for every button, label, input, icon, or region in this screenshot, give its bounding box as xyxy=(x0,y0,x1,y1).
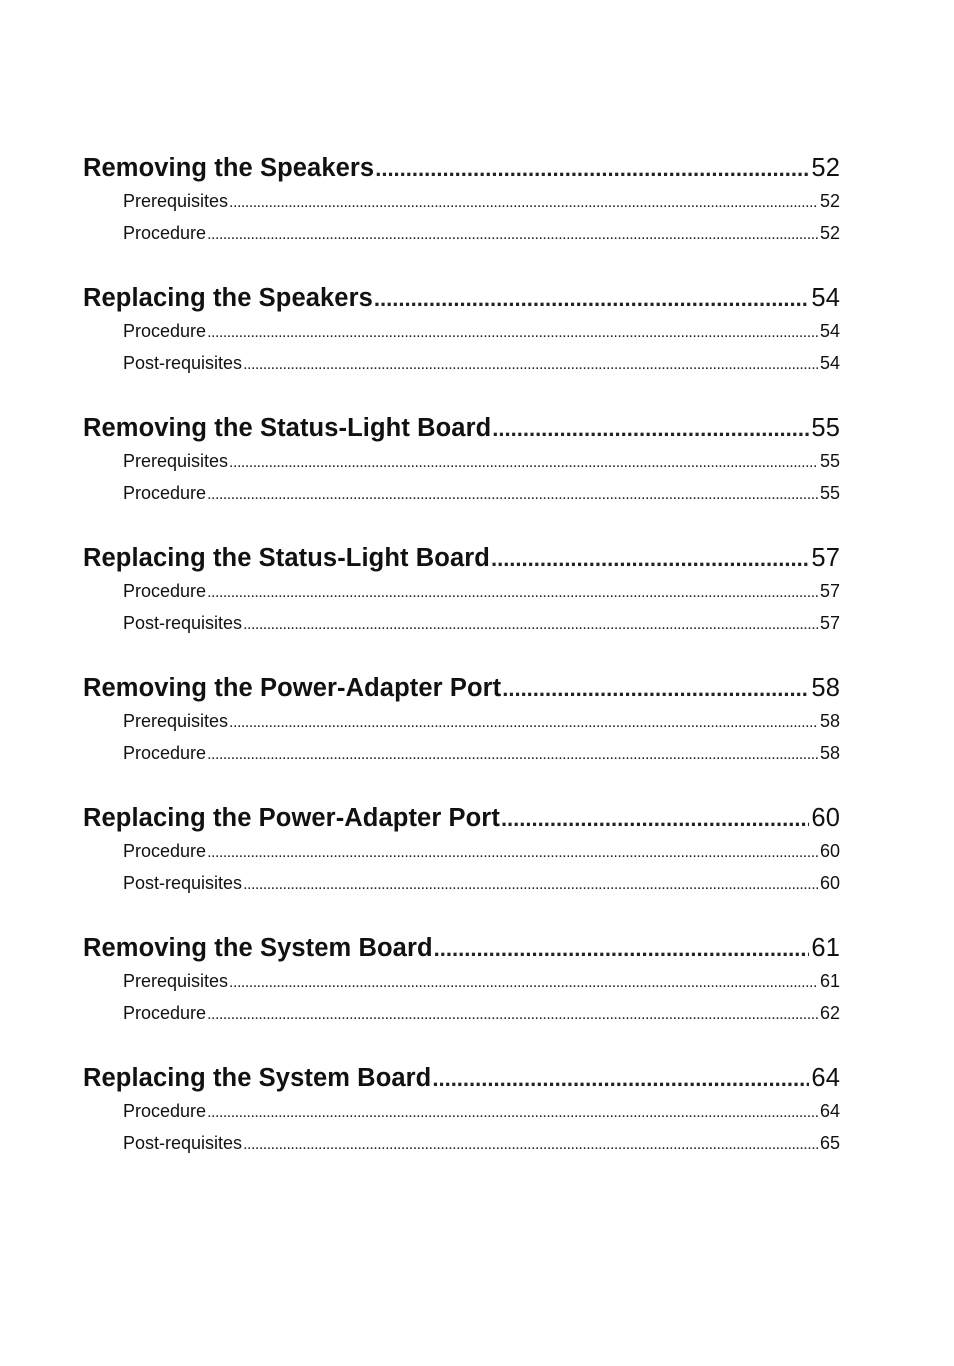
subentry-title: Post-requisites xyxy=(123,1133,243,1153)
toc-chapter-entry[interactable] xyxy=(83,154,840,191)
toc-section xyxy=(83,414,840,515)
dot-leader xyxy=(243,876,818,894)
subentry-title: Procedure xyxy=(123,581,207,601)
dot-leader xyxy=(502,676,809,702)
toc-chapter-entry[interactable] xyxy=(83,674,840,711)
dot-leader xyxy=(375,156,809,182)
toc-section xyxy=(83,934,840,1035)
subentry-title: Prerequisites xyxy=(123,711,229,731)
chapter-title: Replacing the Power-Adapter Port xyxy=(83,804,500,832)
subentry-page-number: 58 xyxy=(819,743,840,763)
chapter-page-number: 54 xyxy=(811,284,840,312)
dot-leader xyxy=(229,454,818,472)
subentry-page-number: 65 xyxy=(819,1133,840,1153)
subentry-page-number: 57 xyxy=(819,581,840,601)
toc-subentry[interactable] xyxy=(83,873,840,905)
subentry-page-number: 54 xyxy=(819,321,840,341)
dot-leader xyxy=(491,546,809,572)
subentry-title: Post-requisites xyxy=(123,613,243,633)
subentry-page-number: 62 xyxy=(819,1003,840,1023)
toc-subentry[interactable] xyxy=(83,321,840,353)
subentry-page-number: 61 xyxy=(819,971,840,991)
toc-subentry[interactable] xyxy=(83,223,840,255)
toc-chapter-entry[interactable] xyxy=(83,284,840,321)
subentry-title: Procedure xyxy=(123,841,207,861)
toc-chapter-entry[interactable] xyxy=(83,804,840,841)
subentry-title: Procedure xyxy=(123,743,207,763)
dot-leader xyxy=(207,1006,818,1024)
toc-subentry[interactable] xyxy=(83,1133,840,1165)
subentry-page-number: 55 xyxy=(819,483,840,503)
toc-subentry[interactable] xyxy=(83,613,840,645)
chapter-page-number: 57 xyxy=(811,544,840,572)
subentry-title: Procedure xyxy=(123,1101,207,1121)
dot-leader xyxy=(432,1066,809,1092)
dot-leader xyxy=(207,1104,818,1122)
toc-section xyxy=(83,674,840,775)
chapter-title: Replacing the Status-Light Board xyxy=(83,544,490,572)
table-of-contents xyxy=(83,154,840,1194)
toc-subentry[interactable] xyxy=(83,711,840,743)
toc-section xyxy=(83,544,840,645)
chapter-title: Replacing the Speakers xyxy=(83,284,373,312)
subentry-page-number: 55 xyxy=(819,451,840,471)
toc-subentry[interactable] xyxy=(83,451,840,483)
chapter-page-number: 55 xyxy=(811,414,840,442)
dot-leader xyxy=(207,584,818,602)
subentry-page-number: 52 xyxy=(819,223,840,243)
dot-leader xyxy=(434,936,810,962)
chapter-page-number: 61 xyxy=(811,934,840,962)
toc-section xyxy=(83,154,840,255)
toc-section xyxy=(83,284,840,385)
dot-leader xyxy=(243,1136,818,1154)
dot-leader xyxy=(207,324,818,342)
subentry-page-number: 60 xyxy=(819,873,840,893)
dot-leader xyxy=(501,806,809,832)
subentry-page-number: 52 xyxy=(819,191,840,211)
chapter-page-number: 58 xyxy=(811,674,840,702)
dot-leader xyxy=(229,974,818,992)
chapter-title: Removing the Power-Adapter Port xyxy=(83,674,502,702)
chapter-title: Removing the Status-Light Board xyxy=(83,414,492,442)
toc-subentry[interactable] xyxy=(83,841,840,873)
toc-subentry[interactable] xyxy=(83,1003,840,1035)
subentry-page-number: 57 xyxy=(819,613,840,633)
toc-subentry[interactable] xyxy=(83,971,840,1003)
toc-chapter-entry[interactable] xyxy=(83,934,840,971)
toc-subentry[interactable] xyxy=(83,581,840,613)
subentry-title: Procedure xyxy=(123,223,207,243)
dot-leader xyxy=(229,714,818,732)
chapter-page-number: 60 xyxy=(811,804,840,832)
dot-leader xyxy=(207,226,818,244)
subentry-page-number: 54 xyxy=(819,353,840,373)
dot-leader xyxy=(243,616,818,634)
chapter-title: Removing the System Board xyxy=(83,934,433,962)
toc-chapter-entry[interactable] xyxy=(83,414,840,451)
subentry-title: Prerequisites xyxy=(123,191,229,211)
chapter-page-number: 52 xyxy=(811,154,840,182)
dot-leader xyxy=(207,486,818,504)
toc-subentry[interactable] xyxy=(83,353,840,385)
subentry-title: Procedure xyxy=(123,483,207,503)
subentry-title: Procedure xyxy=(123,321,207,341)
subentry-title: Prerequisites xyxy=(123,451,229,471)
subentry-page-number: 60 xyxy=(819,841,840,861)
chapter-page-number: 64 xyxy=(811,1064,840,1092)
toc-subentry[interactable] xyxy=(83,191,840,223)
toc-subentry[interactable] xyxy=(83,743,840,775)
dot-leader xyxy=(207,746,818,764)
toc-section xyxy=(83,1064,840,1165)
chapter-title: Removing the Speakers xyxy=(83,154,375,182)
toc-chapter-entry[interactable] xyxy=(83,1064,840,1101)
toc-subentry[interactable] xyxy=(83,1101,840,1133)
subentry-page-number: 58 xyxy=(819,711,840,731)
subentry-title: Post-requisites xyxy=(123,873,243,893)
subentry-title: Procedure xyxy=(123,1003,207,1023)
chapter-title: Replacing the System Board xyxy=(83,1064,432,1092)
dot-leader xyxy=(243,356,818,374)
subentry-title: Post-requisites xyxy=(123,353,243,373)
dot-leader xyxy=(229,194,818,212)
toc-subentry[interactable] xyxy=(83,483,840,515)
dot-leader xyxy=(207,844,818,862)
dot-leader xyxy=(492,416,809,442)
toc-section xyxy=(83,804,840,905)
dot-leader xyxy=(374,286,810,312)
subentry-title: Prerequisites xyxy=(123,971,229,991)
toc-chapter-entry[interactable] xyxy=(83,544,840,581)
subentry-page-number: 64 xyxy=(819,1101,840,1121)
